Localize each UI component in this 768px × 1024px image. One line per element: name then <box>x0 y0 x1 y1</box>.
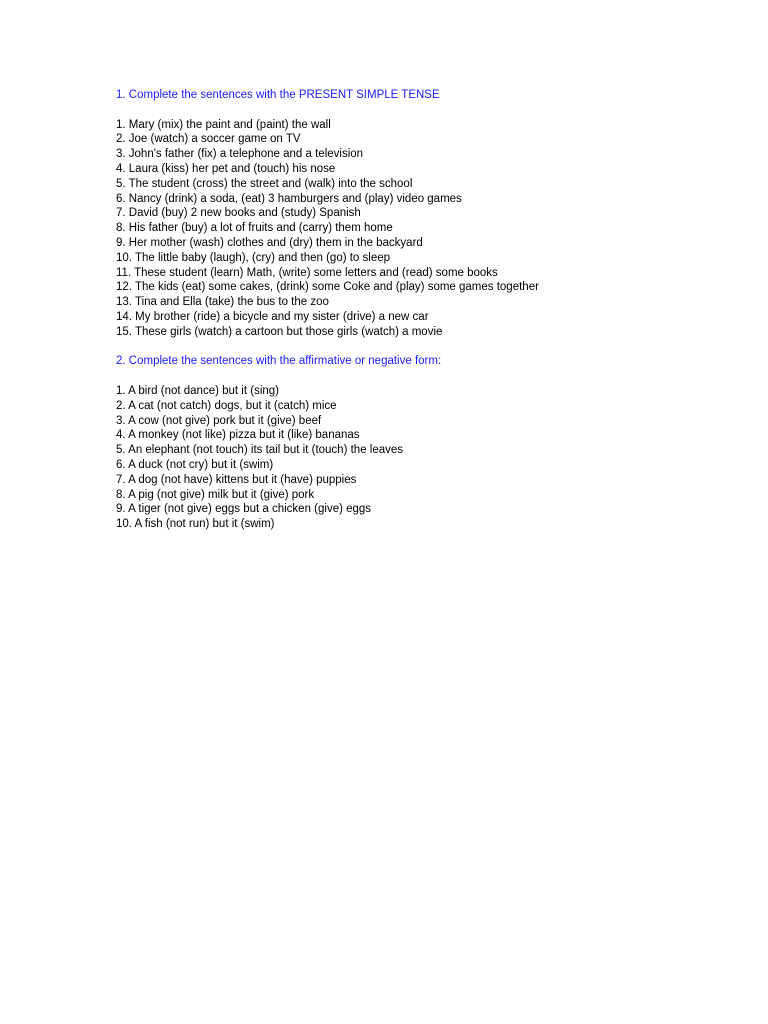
document-content <box>116 88 736 532</box>
section-2-heading: 2. Complete the sentences with the affirmative or negative form: <box>116 355 442 368</box>
list-item: 8. A pig (not give) milk but it (give) pork <box>116 488 315 501</box>
list-item: 13. Tina and Ella (take) the bus to the zoo <box>116 296 329 309</box>
list-item: 6. A duck (not cry) but it (swim) <box>116 458 274 471</box>
spacer <box>116 369 736 384</box>
list-item: 10. A fish (not run) but it (swim) <box>116 518 275 531</box>
list-item: 11. These student (learn) Math, (write) some letters and (read) some books <box>116 266 498 279</box>
list-item: 2. Joe (watch) a soccer game on TV <box>116 133 301 146</box>
list-item: 5. The student (cross) the street and (walk) into the school <box>116 177 413 190</box>
spacer <box>116 340 736 355</box>
section-2-list <box>116 384 736 532</box>
list-item: 1. Mary (mix) the paint and (paint) the wall <box>116 118 331 131</box>
list-item: 9. Her mother (wash) clothes and (dry) them in the backyard <box>116 236 423 249</box>
list-item: 4. A monkey (not like) pizza but it (like) bananas <box>116 429 360 442</box>
section-1-list <box>116 118 736 340</box>
list-item: 4. Laura (kiss) her pet and (touch) his nose <box>116 162 336 175</box>
list-item: 8. His father (buy) a lot of fruits and (carry) them home <box>116 222 393 235</box>
list-item: 3. John's father (fix) a telephone and a television <box>116 148 364 161</box>
list-item: 2. A cat (not catch) dogs, but it (catch) mice <box>116 399 337 412</box>
list-item: 3. A cow (not give) pork but it (give) beef <box>116 414 322 427</box>
list-item: 7. David (buy) 2 new books and (study) Spanish <box>116 207 361 220</box>
list-item: 7. A dog (not have) kittens but it (have) puppies <box>116 473 357 486</box>
spacer <box>116 103 736 118</box>
list-item: 1. A bird (not dance) but it (sing) <box>116 384 280 397</box>
list-item: 15. These girls (watch) a cartoon but those girls (watch) a movie <box>116 325 443 338</box>
list-item: 10. The little baby (laugh), (cry) and then (go) to sleep <box>116 251 391 264</box>
list-item: 12. The kids (eat) some cakes, (drink) some Coke and (play) some games together <box>116 281 539 294</box>
section-1-heading: 1. Complete the sentences with the PRESENT SIMPLE TENSE <box>116 89 440 101</box>
list-item: 5. An elephant (not touch) its tail but it (touch) the leaves <box>116 444 404 457</box>
list-item: 9. A tiger (not give) eggs but a chicken (give) eggs <box>116 503 372 516</box>
list-item: 6. Nancy (drink) a soda, (eat) 3 hamburgers and (play) video games <box>116 192 462 205</box>
list-item: 14. My brother (ride) a bicycle and my sister (drive) a new car <box>116 310 429 323</box>
